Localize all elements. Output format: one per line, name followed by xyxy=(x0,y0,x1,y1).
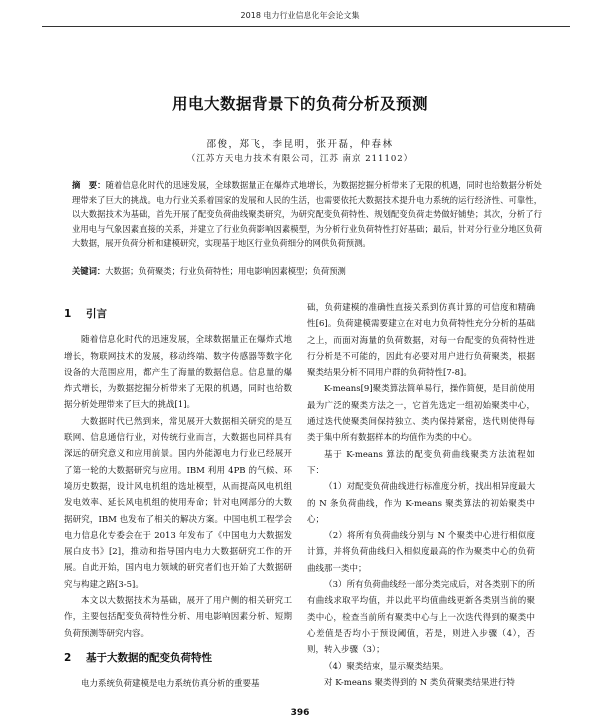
paper-title: 用电大数据背景下的负荷分析及预测 xyxy=(171,95,428,113)
author-list: 邵俊，郑飞，李昆明，张开磊，仲春林 xyxy=(206,139,394,150)
section-heading-2 xyxy=(64,650,292,666)
paragraph: 大数据时代已然到来，常见展开大数据相关研究的是互联网、信息通信行业，对传统行业而言，大数据也同样具有深远的研究意义和应用前景。国内外能源电力行业已经展开了第一轮的大数据研究与应用。IBM 利用 4PB 的气候、环境历史数据，设计风电机组的选址模型，从而提高风电机组发电效率、延长风电机组的使用寿命；针对电网部分的大数据研究，IBM 也发布了相关的解决方案。中国电机工程学会电力信息化专委会在于 2013 年发布了《中国电力大数据发展白皮书》[2]，推动和指导国内电力大数据研究工作的开展。自此开始，国内电力领域的研究者们也开始了大数据研究与构建之路[3-5]。 xyxy=(64,416,292,590)
list-item: （3）所有负荷曲线经一部分类完成后，对各类别下的所有曲线求取平均值，并以此平均值曲线更新各类别当前的聚类中心，检查当前所有聚类中心与上一次迭代得到的聚类中心差值是否均小于预设阈值，若是，则进入步骤（4），否则，转入步骤（3）； xyxy=(307,580,535,656)
paragraph: 基于 K-means 算法的配变负荷曲线聚类方法流程如下： xyxy=(307,449,535,476)
right-column xyxy=(307,300,535,691)
header-rule xyxy=(42,26,570,27)
paragraph: 电力系统负荷建模是电力系统仿真分析的重要基 xyxy=(81,679,260,690)
keywords-text: 大数据；负荷聚类；行业负荷特性；用电影响因素模型；负荷预测 xyxy=(105,266,346,276)
section-heading-1 xyxy=(64,306,292,322)
paragraph: 础，负荷建模的准确性直接关系到仿真计算的可信度和精确性[6]。负荷建模需要建立在对电力负荷特性充分分析的基础之上，而面对海量的负荷数据，对每一台配变的负荷特性进行分析是不可能的，因此有必要对用户进行负荷聚类，根据聚类结果分析不同用户群的负荷特性[7-8]。 xyxy=(307,303,535,379)
paragraph: 本文以大数据技术为基础，展开了用户侧的相关研究工作，主要包括配变负荷特性分析、用电影响因素分析、短期负荷预测等研究内容。 xyxy=(64,596,292,639)
list-item: （2）将所有负荷曲线分别与 N 个聚类中心进行相似度计算，并将负荷曲线归入相似度最高的作为聚类中心的负荷曲线那一类中； xyxy=(307,531,535,574)
section-title: 引言 xyxy=(86,308,107,320)
keywords-label: 关键词： xyxy=(72,266,106,276)
paragraph: K-means[9]聚类算法简单易行，操作简便，是目前使用最为广泛的聚类方法之一，它首先选定一组初始聚类中心，通过迭代使聚类间保持独立、类内保持紧密，迭代则使得每类于集中所有数据样本的均值作为类的中心。 xyxy=(307,384,535,444)
section-number: 1 xyxy=(64,308,72,320)
abstract-text: 随着信息化时代的迅速发展，全球数据量正在爆炸式地增长，为数据挖掘分析带来了无限的机遇，同时也给数据分析处理带来了巨大的挑战。电力行业关系着国家的发展和人民的生活，也需要依托大数据技术提升电力系统的运行经济性、可靠性，以大数据技术为基础，首先开展了配变负荷曲线聚类研究，为研究配变负荷特性、规划配变负荷走势做好铺垫；其次，分析了行业用电与气象因素直接的关系，并建立了行业负荷影响因素模型，为分析行业负荷特性打好基础；最后，针对分行业分地区负荷大数据，展开负荷分析和建模研究，实现基于地区行业负荷细分的网供负荷预测。 xyxy=(72,180,542,248)
left-column xyxy=(64,300,292,693)
keywords xyxy=(72,265,542,277)
list-item: （4）聚类结束，显示聚类结果。 xyxy=(324,661,449,672)
running-header: 2018 电力行业信息化年会论文集 xyxy=(240,11,360,20)
paragraph: 随着信息化时代的迅速发展，全球数据量正在爆炸式地增长，物联网技术的发展，移动终端、数字传感器等数字化设备的大范围应用，都产生了海量的数据信息。信息量的爆炸式增长，为数据挖掘分析带来了无限的机遇，同时也给数据分析处理带来了巨大的挑战[1]。 xyxy=(64,335,292,411)
section-title: 基于大数据的配变负荷特性 xyxy=(86,651,212,664)
page-number: 396 xyxy=(290,708,310,718)
affiliation: （江苏方天电力技术有限公司，江苏 南京 211102） xyxy=(186,154,414,164)
paragraph: 对 K-means 聚类得到的 N 类负荷聚类结果进行特 xyxy=(324,677,515,688)
list-item: （1）对配变负荷曲线进行标准度分析，找出相异度最大的 N 条负荷曲线，作为 K-means 聚类算法的初始聚类中心； xyxy=(307,482,535,525)
abstract-label: 摘 要： xyxy=(72,180,106,190)
section-number: 2 xyxy=(64,651,72,664)
abstract xyxy=(72,178,542,251)
